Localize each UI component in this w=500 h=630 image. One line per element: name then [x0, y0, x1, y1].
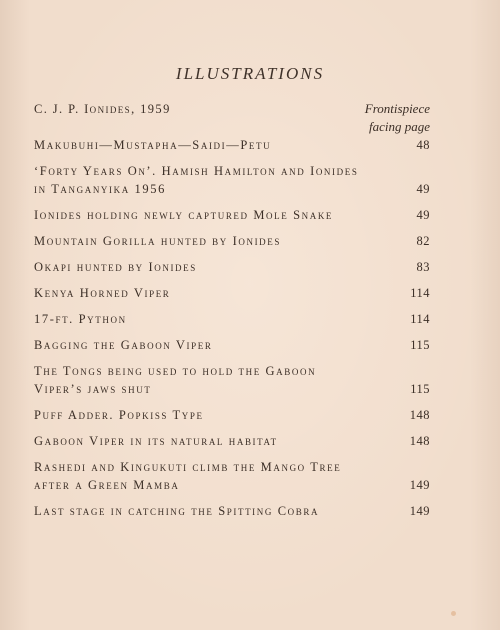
entry-text: Mountain Gorilla hunted by Ionides [34, 234, 281, 248]
entry-text: Gaboon Viper in its natural habitat [34, 434, 278, 448]
list-item [34, 258, 430, 276]
entry-page-number: 82 [416, 234, 430, 248]
entry-text: Kenya Horned Viper [34, 286, 171, 300]
entry-text: C. J. P. Ionides, 1959 [34, 102, 171, 116]
entry-text: Ionides holding newly captured Mole Snake [34, 208, 334, 222]
list-item [34, 310, 430, 328]
entry-text: Makubuhi—Mustapha—Saidi—Petu [34, 138, 272, 152]
entry-page-number: 149 [409, 478, 430, 492]
facing-page-label: facing page [368, 119, 430, 134]
entry-text: ‘Forty Years On’. Hamish Hamilton and Ionides in Tanganyika 1956 [34, 164, 359, 196]
list-item [34, 362, 430, 398]
list-item [34, 206, 430, 224]
entry-page-number: 49 [416, 208, 430, 222]
entry-text: Rashedi and Kingukuti climb the Mango Tree after a Green Mamba [34, 460, 342, 492]
frontispiece-label: Frontispiece [364, 101, 430, 116]
list-item [34, 162, 430, 198]
list-item [34, 502, 430, 520]
list-item [34, 458, 430, 494]
entry-text: Puff Adder. Popkiss Type [34, 408, 204, 422]
entry-text: Last stage in catching the Spitting Cobra [34, 504, 320, 518]
list-item [34, 136, 430, 154]
page-title: ILLUSTRATIONS [175, 64, 325, 83]
paper-stain [451, 611, 456, 616]
entry-page-number: 83 [416, 260, 430, 274]
entry-text: Okapi hunted by Ionides [34, 260, 197, 274]
entry-page-number: 148 [409, 408, 430, 422]
list-item [34, 284, 430, 302]
list-item-frontispiece [34, 100, 430, 134]
entry-page-number: 148 [409, 434, 430, 448]
list-item [34, 406, 430, 424]
entry-page-number: 114 [410, 286, 430, 300]
entry-page-number: 48 [416, 138, 430, 152]
list-item [34, 432, 430, 450]
entry-page-number: 114 [410, 312, 430, 326]
entry-page-number: 115 [410, 338, 430, 352]
entry-text: 17-ft. Python [34, 312, 127, 326]
entry-text: Bagging the Gaboon Viper [34, 338, 213, 352]
list-item [34, 232, 430, 250]
list-item [34, 336, 430, 354]
entry-page-number: 49 [416, 182, 430, 196]
entry-page-number: 115 [410, 382, 430, 396]
entry-page-number: 149 [409, 504, 430, 518]
entry-text: The Tongs being used to hold the Gaboon Viper’s jaws shut [34, 364, 317, 396]
frontispiece-note [365, 100, 430, 136]
illustrations-list [34, 100, 430, 520]
